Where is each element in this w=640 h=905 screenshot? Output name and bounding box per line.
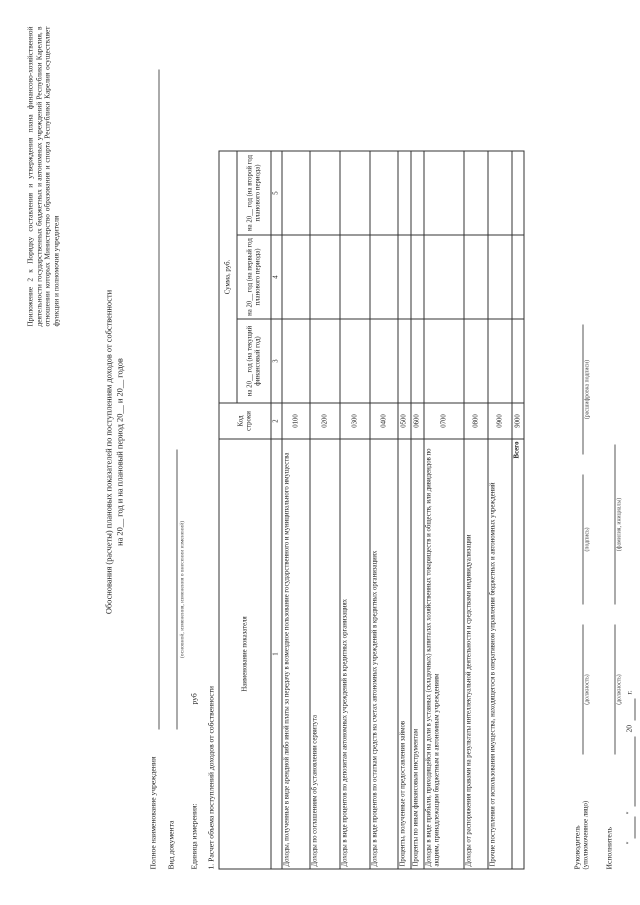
row-code: 0800 — [464, 403, 488, 439]
head-signature-line — [573, 475, 584, 605]
title-line-1: Обоснования (расчеты) плановых показателей по поступлениям доходов от собственности — [104, 289, 114, 615]
table-header-row-1 — [219, 151, 237, 869]
cell-year-3 — [310, 151, 340, 235]
date-year-line — [625, 699, 636, 721]
section-title: 1. Расчет объема поступлений доходов от собственности — [206, 686, 216, 870]
table-numbering-row — [271, 151, 282, 869]
table-row — [282, 151, 310, 869]
performer-label: Исполнитель — [604, 827, 614, 870]
col-number: 1 — [271, 439, 282, 869]
table-row — [411, 151, 424, 869]
head-decoding-line — [573, 325, 584, 455]
table-row — [398, 151, 411, 869]
row-code: 0300 — [340, 403, 370, 439]
col-number: 5 — [271, 151, 282, 235]
cell-year-2 — [310, 235, 340, 319]
cell-year-2 — [464, 235, 488, 319]
cell-year-1 — [464, 319, 488, 403]
performer-name-line — [605, 445, 616, 605]
cell-year-3 — [282, 151, 310, 235]
header-sum: Сумма, руб. — [219, 151, 237, 403]
appendix-note: Приложение 2 к Порядку составления и утверждения плана финансово-хозяйственной деятельности государственных бюджетных и автономных учреждений Республики Карелия, в отношении которых Министерство образования и спорта Республики Карелия осуществляет функции и полномочия учредителя — [25, 26, 61, 327]
header-name: Наименование показателя — [219, 439, 271, 869]
row-name: Доходы по соглашениям об установлении сервитута — [310, 439, 340, 869]
cell-year-2 — [282, 235, 310, 319]
header-year-1: на 20__ год (на текущий финансовый год) — [237, 319, 271, 403]
row-name: Проценты, полученные от предоставления займов — [398, 439, 411, 869]
cell-year-1 — [340, 319, 370, 403]
head-signature-caption: (подпись) — [584, 527, 591, 552]
document-title — [105, 0, 127, 905]
cell-year-1 — [411, 319, 424, 403]
performer-position-line — [605, 625, 616, 755]
document-page — [1, 0, 640, 905]
date-quote-close: " — [624, 811, 634, 815]
total-code: 9000 — [512, 403, 524, 439]
head-position-line — [573, 625, 584, 755]
table-row — [424, 151, 464, 869]
cell-year-1 — [282, 319, 310, 403]
date-suffix: г. — [624, 690, 634, 695]
col-number: 4 — [271, 235, 282, 319]
header-code: Код строки — [219, 403, 271, 439]
total-label: Всего — [512, 439, 524, 869]
row-name: Доходы в виде процентов по депозитам автономных учреждений в кредитных организациях — [340, 439, 370, 869]
table-row — [488, 151, 512, 869]
head-position-caption: (должность) — [584, 674, 591, 705]
col-number: 3 — [271, 319, 282, 403]
col-number: 2 — [271, 403, 282, 439]
cell-year-1 — [424, 319, 464, 403]
date-year-prefix: 20 — [624, 724, 634, 733]
row-name: Доходы в виде прибыли, приходящейся на доли в уставных (складочных) капиталах хозяйственных товариществ и обществ, или дивидендов по акциям, принадлежащим бюджетным и автономным учреждениям — [424, 439, 464, 869]
cell-year-1 — [370, 319, 398, 403]
table-total-row — [512, 151, 524, 869]
cell-year-1 — [398, 319, 411, 403]
doc-type-caption: (основной, изменения, изменения о внесении изменений) — [179, 520, 186, 659]
date-quote-open: " — [624, 841, 634, 845]
head-label: Руководитель — [572, 825, 582, 870]
row-code: 0700 — [424, 403, 464, 439]
cell-year-3 — [488, 151, 512, 235]
cell-year-2 — [398, 235, 411, 319]
date-day-line — [625, 817, 636, 839]
doc-type-field — [167, 450, 178, 730]
institution-label: Полное наименование учреждения — [148, 756, 158, 870]
table-row — [310, 151, 340, 869]
cell-year-2 — [340, 235, 370, 319]
cell-year-1 — [488, 319, 512, 403]
title-line-2: на 20__ год и на плановый период 20__ и 20__ годов — [115, 358, 125, 546]
cell-year-2 — [424, 235, 464, 319]
cell-year-1 — [310, 319, 340, 403]
date-month-line — [625, 737, 636, 807]
performer-position-caption: (должность) — [616, 674, 623, 705]
cell-year-3 — [464, 151, 488, 235]
head-decoding-caption: (расшифровка подписи) — [584, 359, 591, 420]
cell-year-3 — [340, 151, 370, 235]
row-name: Доходы, полученные в виде арендной либо иной платы за передачу в возмездное пользование государственного и муниципального имущества — [282, 439, 310, 869]
header-year-3: на 20__ год (на второй год планового периода) — [237, 151, 271, 235]
table-row — [370, 151, 398, 869]
cell-total-2 — [512, 235, 524, 319]
cell-total-3 — [512, 151, 524, 235]
row-name: Доходы в виде процентов по остаткам средств на счетах автономных учреждений в кредитных организациях — [370, 439, 398, 869]
table-row — [464, 151, 488, 869]
cell-year-3 — [424, 151, 464, 235]
row-code: 0500 — [398, 403, 411, 439]
row-name: Доходы от распоряжения правами на результаты интеллектуальной деятельности и средствами индивидуализации — [464, 439, 488, 869]
cell-year-3 — [370, 151, 398, 235]
row-code: 0200 — [310, 403, 340, 439]
income-table — [219, 151, 525, 870]
cell-year-2 — [370, 235, 398, 319]
table-row — [340, 151, 370, 869]
head-sub-label: (уполномоченное лицо) — [582, 800, 590, 870]
cell-year-2 — [488, 235, 512, 319]
unit-label: Единица измерения: — [189, 803, 199, 870]
unit-value: руб — [189, 693, 199, 705]
cell-year-3 — [411, 151, 424, 235]
row-code: 0100 — [282, 403, 310, 439]
header-year-2: на 20__ год (на первый год планового периода) — [237, 235, 271, 319]
row-name: Прочие поступления от использования имущества, находящегося в оперативном управлении бюджетных и автономных учреждений — [488, 439, 512, 869]
performer-name-caption: (фамилия, инициалы) — [616, 497, 623, 552]
row-code: 0900 — [488, 403, 512, 439]
cell-year-3 — [398, 151, 411, 235]
row-code: 0600 — [411, 403, 424, 439]
doc-type-label: Вид документа — [166, 820, 176, 870]
row-code: 0400 — [370, 403, 398, 439]
cell-total-1 — [512, 319, 524, 403]
cell-year-2 — [411, 235, 424, 319]
institution-field — [149, 70, 160, 730]
row-name: Проценты по иным финансовым инструментам — [411, 439, 424, 869]
